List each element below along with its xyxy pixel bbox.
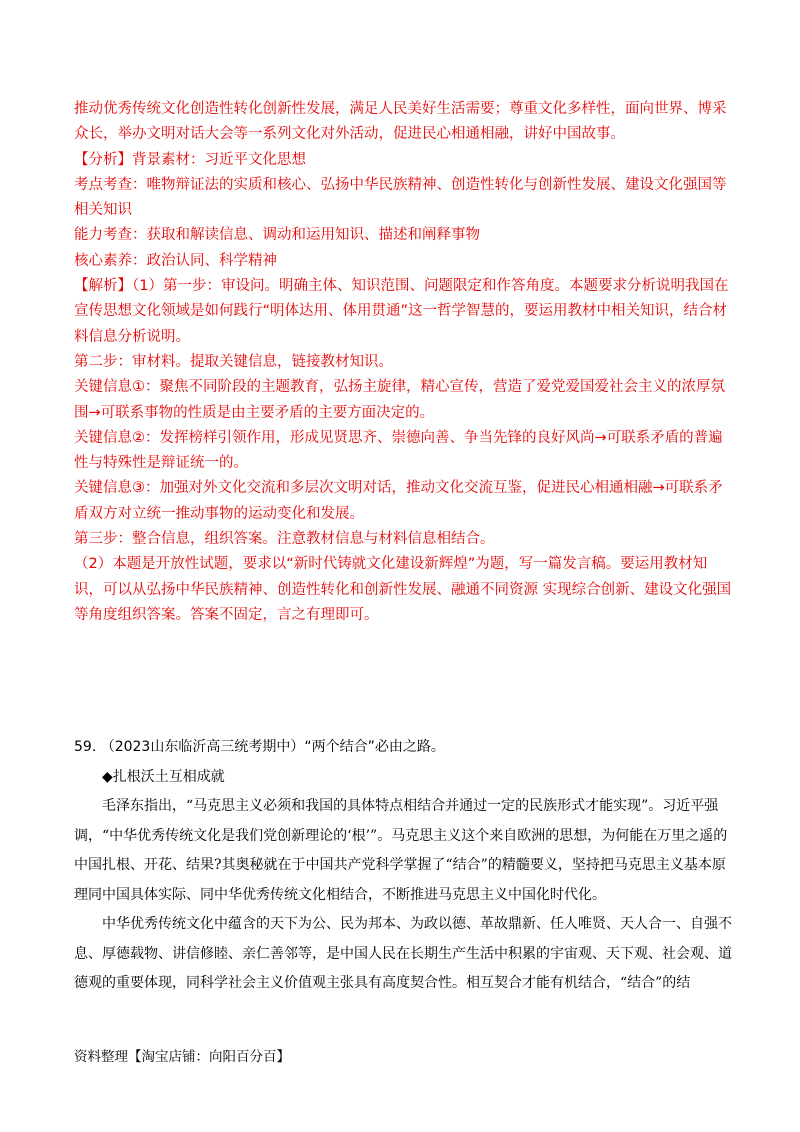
analysis-literacy: 核心素养：政治认同、科学精神 xyxy=(74,252,277,269)
explanation-step-2: 第二步：审材料。提取关键信息，链接教材知识。 xyxy=(74,353,393,370)
explanation-step-3: 第三步：整合信息，组织答案。注意教材信息与材料信息相结合。 xyxy=(74,531,495,548)
answer-line: 推动优秀传统文化创造性转化创新性发展，满足人民美好生活需要；尊重文化多样性，面向世界、博采众长，举办文明对话大会等一系列文化对外活动，促进民心相通相融，讲好中国故事。 xyxy=(74,101,727,143)
key-info-1: 关键信息①：聚焦不同阶段的主题教育，弘扬主旋律，精心宣传，营造了爱党爱国爱社会主义的浓厚氛围→可联系事物的性质是由主要矛盾的主要方面决定的。 xyxy=(74,379,725,421)
key-info-2: 关键信息②：发挥榜样引领作用，形成见贤思齐、崇德向善、争当先锋的良好风尚→可联系矛盾的普遍性与特殊性是辩证统一的。 xyxy=(74,429,723,472)
material-paragraph: 毛泽东指出，“马克思主义必须和我国的具体特点相结合并通过一定的民族形式才能实现”。习近平强调，“中华优秀传统文化是我们党创新理论的‘根’”。马克思主义这个来自欧洲的思想，为何能在万里之遥的中国扎根、开花、结果?其奥秘就在于中国共产党科学掌握了“结合”的精髓要义，坚持把马克思主义基本原理同中国具体实际、同中华优秀传统文化相结合，不断推进马克思主义中国化时代化。 xyxy=(74,798,728,903)
page-footer: 资料整理【淘宝店铺：向阳百分百】 xyxy=(74,1049,290,1065)
question-59 xyxy=(74,733,734,999)
explanation-step-1: 【解析】（1）第一步：审设问。明确主体、知识范围、问题限定和作答角度。本题要求分析说明我国在宣传思想文化领域是如何践行“明体达用、体用贯通”这一哲学智慧的，要运用教材中相关知识，结合材料信息分析说明。 xyxy=(74,278,729,345)
key-info-3: 关键信息③：加强对外文化交流和多层次文明对话，推动文化交流互鉴，促进民心相通相融→可联系矛盾双方对立统一推动事物的运动变化和发展。 xyxy=(74,480,723,522)
answer-analysis-section xyxy=(74,97,734,628)
analysis-ability: 能力考查：获取和解读信息、调动和运用知识、描述和阐释事物 xyxy=(74,227,480,244)
material-paragraph: 中华优秀传统文化中蕴含的天下为公、民为邦本、为政以德、革故鼎新、任人唯贤、天人合一、自强不息、厚德载物、讲信修睦、亲仁善邻等，是中国人民在长期生产生活中积累的宇宙观、天下观、社会观、道德观的重要体现，同科学社会主义价值观主张具有高度契合性。相互契合才能有机结合，“结合”的结 xyxy=(74,916,732,991)
analysis-background: 【分析】背景素材：习近平文化思想 xyxy=(74,151,306,168)
material-subheading: ◆扎根沃土互相成就 xyxy=(102,768,225,785)
analysis-knowledge: 考点考查：唯物辩证法的实质和核心、弘扬中华民族精神、创造性转化与创新性发展、建设文化强国等相关知识 xyxy=(74,176,727,219)
question-heading: 59. （2023山东临沂高三统考期中）“两个结合”必由之路。 xyxy=(74,739,445,755)
explanation-part-2: （2）本题是开放性试题，要求以“新时代铸就文化建设新辉煌”为题，写一篇发言稿。要运用教材知识，可以从弘扬中华民族精神、创造性转化和创新性发展、融通不同资源 实现综合创新、建设文化强国等角度组织答案。答案不固定，言之有理即可。 xyxy=(74,556,732,623)
